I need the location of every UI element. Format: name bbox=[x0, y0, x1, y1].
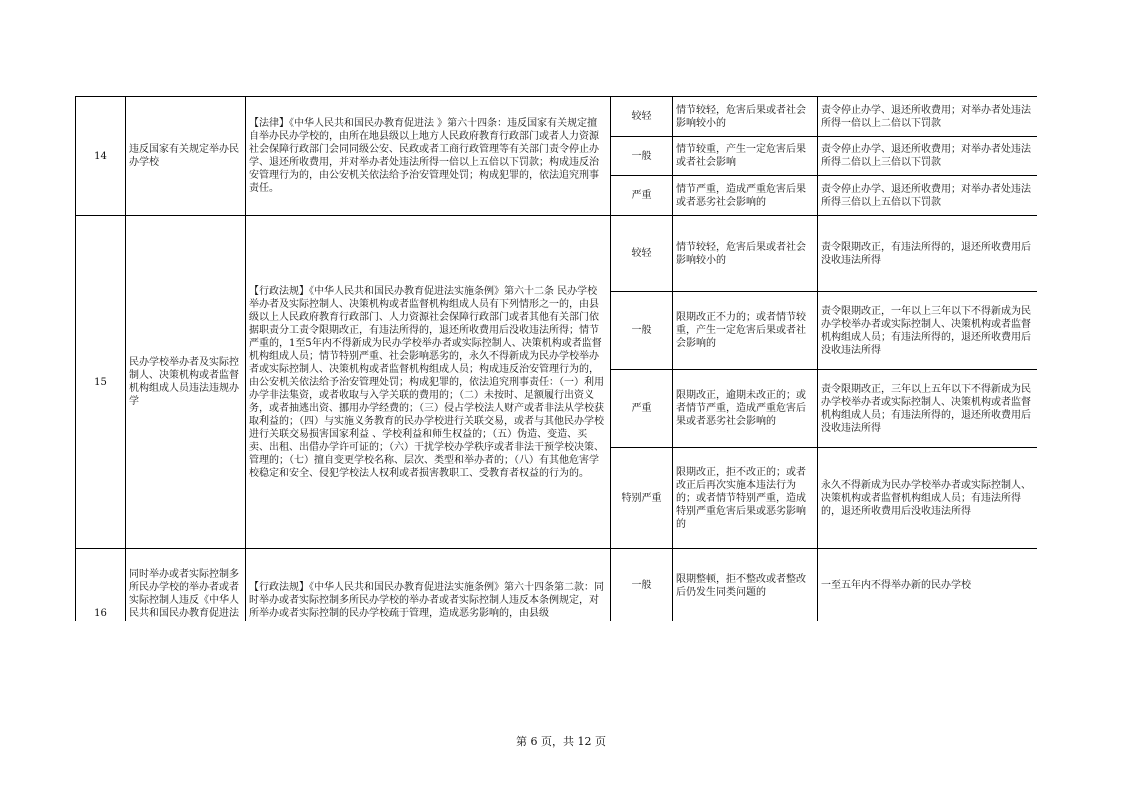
circumstance: 限期改正不力的；或者情节较重，产生一定危害后果或者社会影响的 bbox=[673, 292, 818, 370]
row-number: 15 bbox=[76, 216, 126, 549]
penalty-standards-sheet bbox=[75, 96, 1037, 621]
severity-level: 严重 bbox=[611, 176, 673, 216]
severity-level: 一般 bbox=[611, 292, 673, 370]
penalty-table bbox=[75, 96, 1037, 621]
circumstance: 情节较重，产生一定危害后果或者社会影响 bbox=[673, 137, 818, 176]
penalty-standard: 责令限期改正，一年以上三年以下不得新成为民办学校举办者或实际控制人、决策机构或者监督机构组成人员；有违法所得的，退还所收费用后没收违法所得 bbox=[818, 292, 1038, 370]
violation-item: 违反国家有关规定举办民办学校 bbox=[126, 97, 246, 216]
severity-level: 一般 bbox=[611, 137, 673, 176]
legal-basis: 【行政法规】《中华人民共和国民办教育促进法实施条例》第六十四条第二款：同时举办或者实际控制多所民办学校的举办者或者实际控制人违反本条例规定，对所举办或者实际控制的民办学校疏于管理，造成恶劣影响的，由县级 bbox=[246, 549, 611, 622]
severity-level: 一般 bbox=[611, 549, 673, 622]
penalty-standard: 责令限期改正，三年以上五年以下不得新成为民办学校举办者或实际控制人、决策机构或者监督机构组成人员；有违法所得的，退还所收费用后没收违法所得 bbox=[818, 370, 1038, 448]
table-row bbox=[76, 549, 1038, 622]
circumstance: 限期改正，逾期未改正的；或者情节严重，造成严重危害后果或者恶劣社会影响的 bbox=[673, 370, 818, 448]
row-number: 16 bbox=[76, 549, 126, 622]
penalty-standard: 一至五年内不得举办新的民办学校 bbox=[818, 549, 1038, 622]
penalty-standard: 永久不得新成为民办学校举办者或实际控制人、决策机构或者监督机构组成人员；有违法所得的，退还所收费用后没收违法所得 bbox=[818, 448, 1038, 549]
table-row bbox=[76, 97, 1038, 137]
table-row bbox=[76, 216, 1038, 292]
page-footer: 第 6 页，共 12 页 bbox=[516, 735, 606, 748]
circumstance: 限期整顿，拒不整改或者整改后仍发生同类问题的 bbox=[673, 549, 818, 622]
severity-level: 特别严重 bbox=[611, 448, 673, 549]
severity-level: 较轻 bbox=[611, 97, 673, 137]
circumstance: 情节严重，造成严重危害后果或者恶劣社会影响的 bbox=[673, 176, 818, 216]
circumstance: 情节较轻，危害后果或者社会影响较小的 bbox=[673, 216, 818, 292]
row-number: 14 bbox=[76, 97, 126, 216]
legal-basis: 【法律】《中华人民共和国民办教育促进法 》第六十四条：违反国家有关规定擅自举办民办学校的，由所在地县级以上地方人民政府教育行政部门或者人力资源社会保障行政部门会同同级公安、民政或者工商行政管理等有关部门责令停止办学、退还所收费用，并对举办者处违法所得一倍以上五倍以下罚款；构成违反治安管理行为的，由公安机关依法给予治安管理处罚；构成犯罪的，依法追究刑事责任。 bbox=[246, 97, 611, 216]
severity-level: 严重 bbox=[611, 370, 673, 448]
legal-basis: 【行政法规】《中华人民共和国民办教育促进法实施条例》第六十二条 民办学校举办者及实际控制人、决策机构或者监督机构组成人员有下列情形之一的，由县级以上人民政府教育行政部门、人力资源社会保障行政部门或者其他有关部门依据职责分工责令限期改正，有违法所得的，退还所收费用后没收违法所得；情节严重的，1至5年内不得新成为民办学校举办者或实际控制人、决策机构或者监督机构组成人员；情节特别严重、社会影响恶劣的，永久不得新成为民办学校举办者或实际控制人、决策机构或者监督机构组成人员；构成违反治安管理行为的，由公安机关依法给予治安管理处罚；构成犯罪的，依法追究刑事责任：（一）利用办学非法集资，或者收取与入学关联的费用的；（二）未按时、足额履行出资义务，或者抽逃出资、挪用办学经费的；（三）侵占学校法人财产或者非法从学校获取利益的；（四）与实施义务教育的民办学校进行关联交易，或者与其他民办学校进行关联交易损害国家利益 、学校利益和师生权益的；（五）伪造、变造、买卖、出租、出借办学许可证的；（六）干扰学校办学秩序或者非法干预学校决策、管理的；（七）擅自变更学校名称、层次、类型和举办者的；（八）有其他危害学校稳定和安全、侵犯学校法人权利或者损害教职工、受教育者权益的行为的。 bbox=[246, 216, 611, 549]
penalty-standard: 责令停止办学、退还所收费用；对举办者处违法所得三倍以上五倍以下罚款 bbox=[818, 176, 1038, 216]
penalty-standard: 责令停止办学、退还所收费用；对举办者处违法所得一倍以上二倍以下罚款 bbox=[818, 97, 1038, 137]
severity-level: 较轻 bbox=[611, 216, 673, 292]
violation-item: 民办学校举办者及实际控制人、决策机构或者监督机构组成人员违法违规办学 bbox=[126, 216, 246, 549]
penalty-standard: 责令限期改正，有违法所得的，退还所收费用后没收违法所得 bbox=[818, 216, 1038, 292]
penalty-standard: 责令停止办学、退还所收费用；对举办者处违法所得二倍以上三倍以下罚款 bbox=[818, 137, 1038, 176]
circumstance: 情节较轻，危害后果或者社会影响较小的 bbox=[673, 97, 818, 137]
violation-item: 同时举办或者实际控制多所民办学校的举办者或者实际控制人违反《中华人民共和国民办教育促进法 bbox=[126, 549, 246, 622]
circumstance: 限期改正，拒不改正的；或者改正后再次实施本违法行为的；或者情节特别严重，造成特别严重危害后果或恶劣影响的 bbox=[673, 448, 818, 549]
